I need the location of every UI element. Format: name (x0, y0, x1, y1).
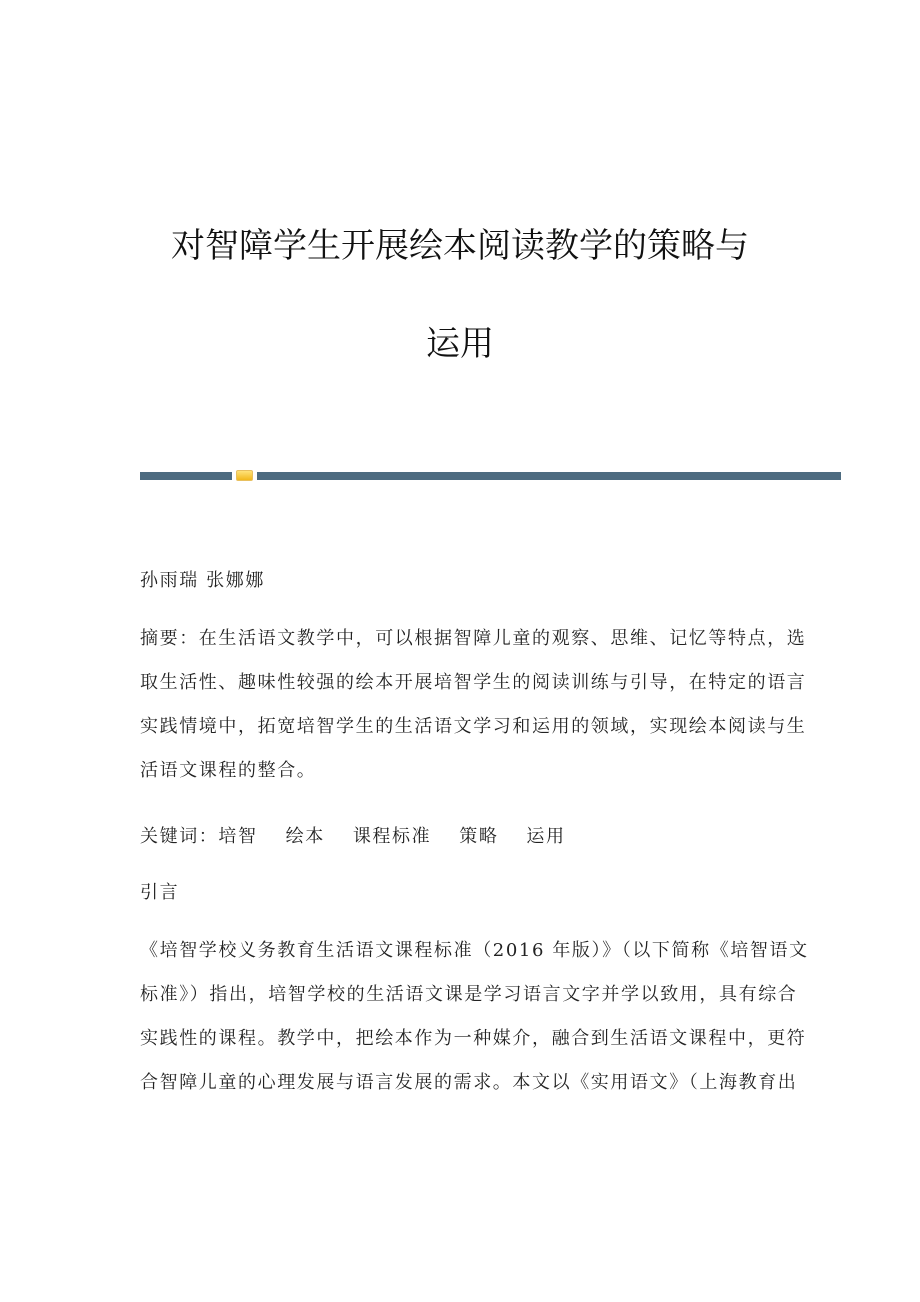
keyword: 运用 (526, 826, 566, 847)
title-divider-right (257, 472, 841, 480)
abstract-line: 活语文课程的整合。 (140, 760, 317, 781)
abstract-line: 实践情境中，拓宽培智学生的生活语文学习和运用的领域，实现绘本阅读与生 (140, 716, 807, 737)
document-title-line-2: 运用 (426, 324, 494, 364)
paragraph-line: 标准》）指出，培智学校的生活语文课是学习语言文字并学以致用，具有综合 (140, 984, 798, 1005)
title-divider-left (140, 472, 232, 480)
document-title-line-1: 对智障学生开展绘本阅读教学的策略与 (171, 226, 749, 266)
keywords (140, 822, 594, 848)
paragraph-line: 《培智学校义务教育生活语文课程标准（2016 年版）》（以下简称《培智语文 (140, 940, 809, 961)
keyword: 培智 (218, 826, 258, 847)
keyword: 绘本 (285, 826, 325, 847)
authors: 孙雨瑞 张娜娜 (140, 570, 265, 591)
keyword: 课程标准 (352, 826, 432, 847)
abstract-line: 取生活性、趣味性较强的绘本开展培智学生的阅读训练与引导，在特定的语言 (140, 672, 807, 693)
keywords-label: 关键词： (140, 826, 219, 847)
paragraph-line: 实践性的课程。教学中，把绘本作为一种媒介，融合到生活语文课程中，更符 (140, 1028, 807, 1049)
keyword: 策略 (459, 826, 499, 847)
paragraph-line: 合智障儿童的心理发展与语言发展的需求。本文以《实用语文》（上海教育出 (140, 1072, 798, 1093)
abstract-line: 摘要：在生活语文教学中，可以根据智障儿童的观察、思维、记忆等特点，选 (140, 628, 807, 649)
divider-ornament-icon (236, 470, 253, 481)
section-heading: 引言 (140, 882, 180, 903)
